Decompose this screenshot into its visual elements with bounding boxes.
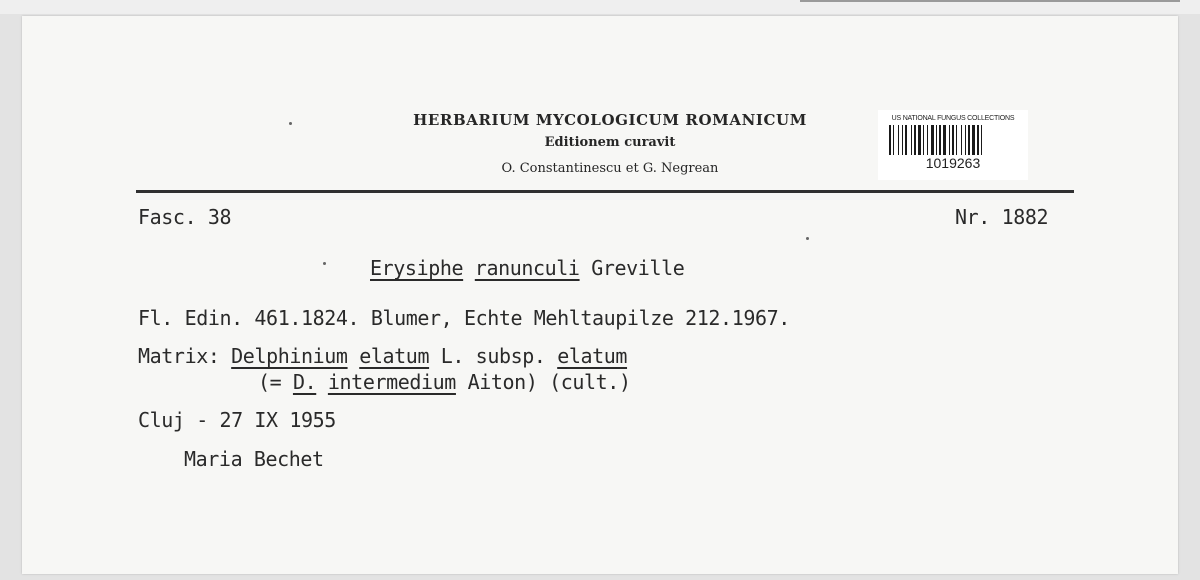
synonym-open: (= bbox=[258, 370, 293, 394]
herbarium-title: HERBARIUM MYCOLOGICUM ROMANICUM bbox=[413, 111, 807, 129]
host-rank: L. subsp. bbox=[440, 344, 546, 368]
host-subspecies: elatum bbox=[557, 344, 628, 368]
synonym-epithet: intermedium bbox=[327, 370, 456, 394]
literature-reference: Fl. Edin. 461.1824. Blumer, Echte Mehltaupilze 212.1967. bbox=[138, 306, 790, 330]
speck bbox=[289, 122, 292, 125]
speck bbox=[806, 237, 809, 240]
specimen-label bbox=[22, 16, 1178, 574]
editor-names: O. Constantinescu et G. Negrean bbox=[501, 161, 719, 176]
barcode-caption: US NATIONAL FUNGUS COLLECTIONS bbox=[891, 115, 1015, 122]
header-divider bbox=[136, 190, 1074, 193]
editor-caption: Editionem curavit bbox=[544, 135, 676, 150]
barcode-sticker bbox=[878, 110, 1028, 180]
matrix-line bbox=[138, 344, 627, 368]
background-strip bbox=[0, 0, 1200, 14]
label-header bbox=[360, 108, 860, 184]
barcode-icon bbox=[888, 125, 1018, 155]
locality-date: Cluj - 27 IX 1955 bbox=[138, 408, 336, 432]
barcode-number: 1019263 bbox=[925, 155, 981, 171]
fascicle-number: Fasc. 38 bbox=[138, 205, 232, 229]
species-genus: Erysiphe bbox=[370, 256, 464, 280]
synonym-genus: D. bbox=[292, 370, 317, 394]
speck bbox=[323, 262, 326, 265]
host-epithet: elatum bbox=[359, 344, 430, 368]
species-name bbox=[370, 256, 684, 280]
matrix-prefix: Matrix: bbox=[138, 344, 220, 368]
host-genus: Delphinium bbox=[231, 344, 348, 368]
species-author: Greville bbox=[591, 256, 685, 280]
synonym-rest: Aiton) (cult.) bbox=[467, 370, 631, 394]
collector-name: Maria Bechet bbox=[184, 447, 324, 471]
sheet-edge bbox=[800, 0, 1180, 2]
specimen-number: Nr. 1882 bbox=[955, 205, 1049, 229]
species-epithet: ranunculi bbox=[474, 256, 580, 280]
synonym-line bbox=[258, 370, 631, 394]
